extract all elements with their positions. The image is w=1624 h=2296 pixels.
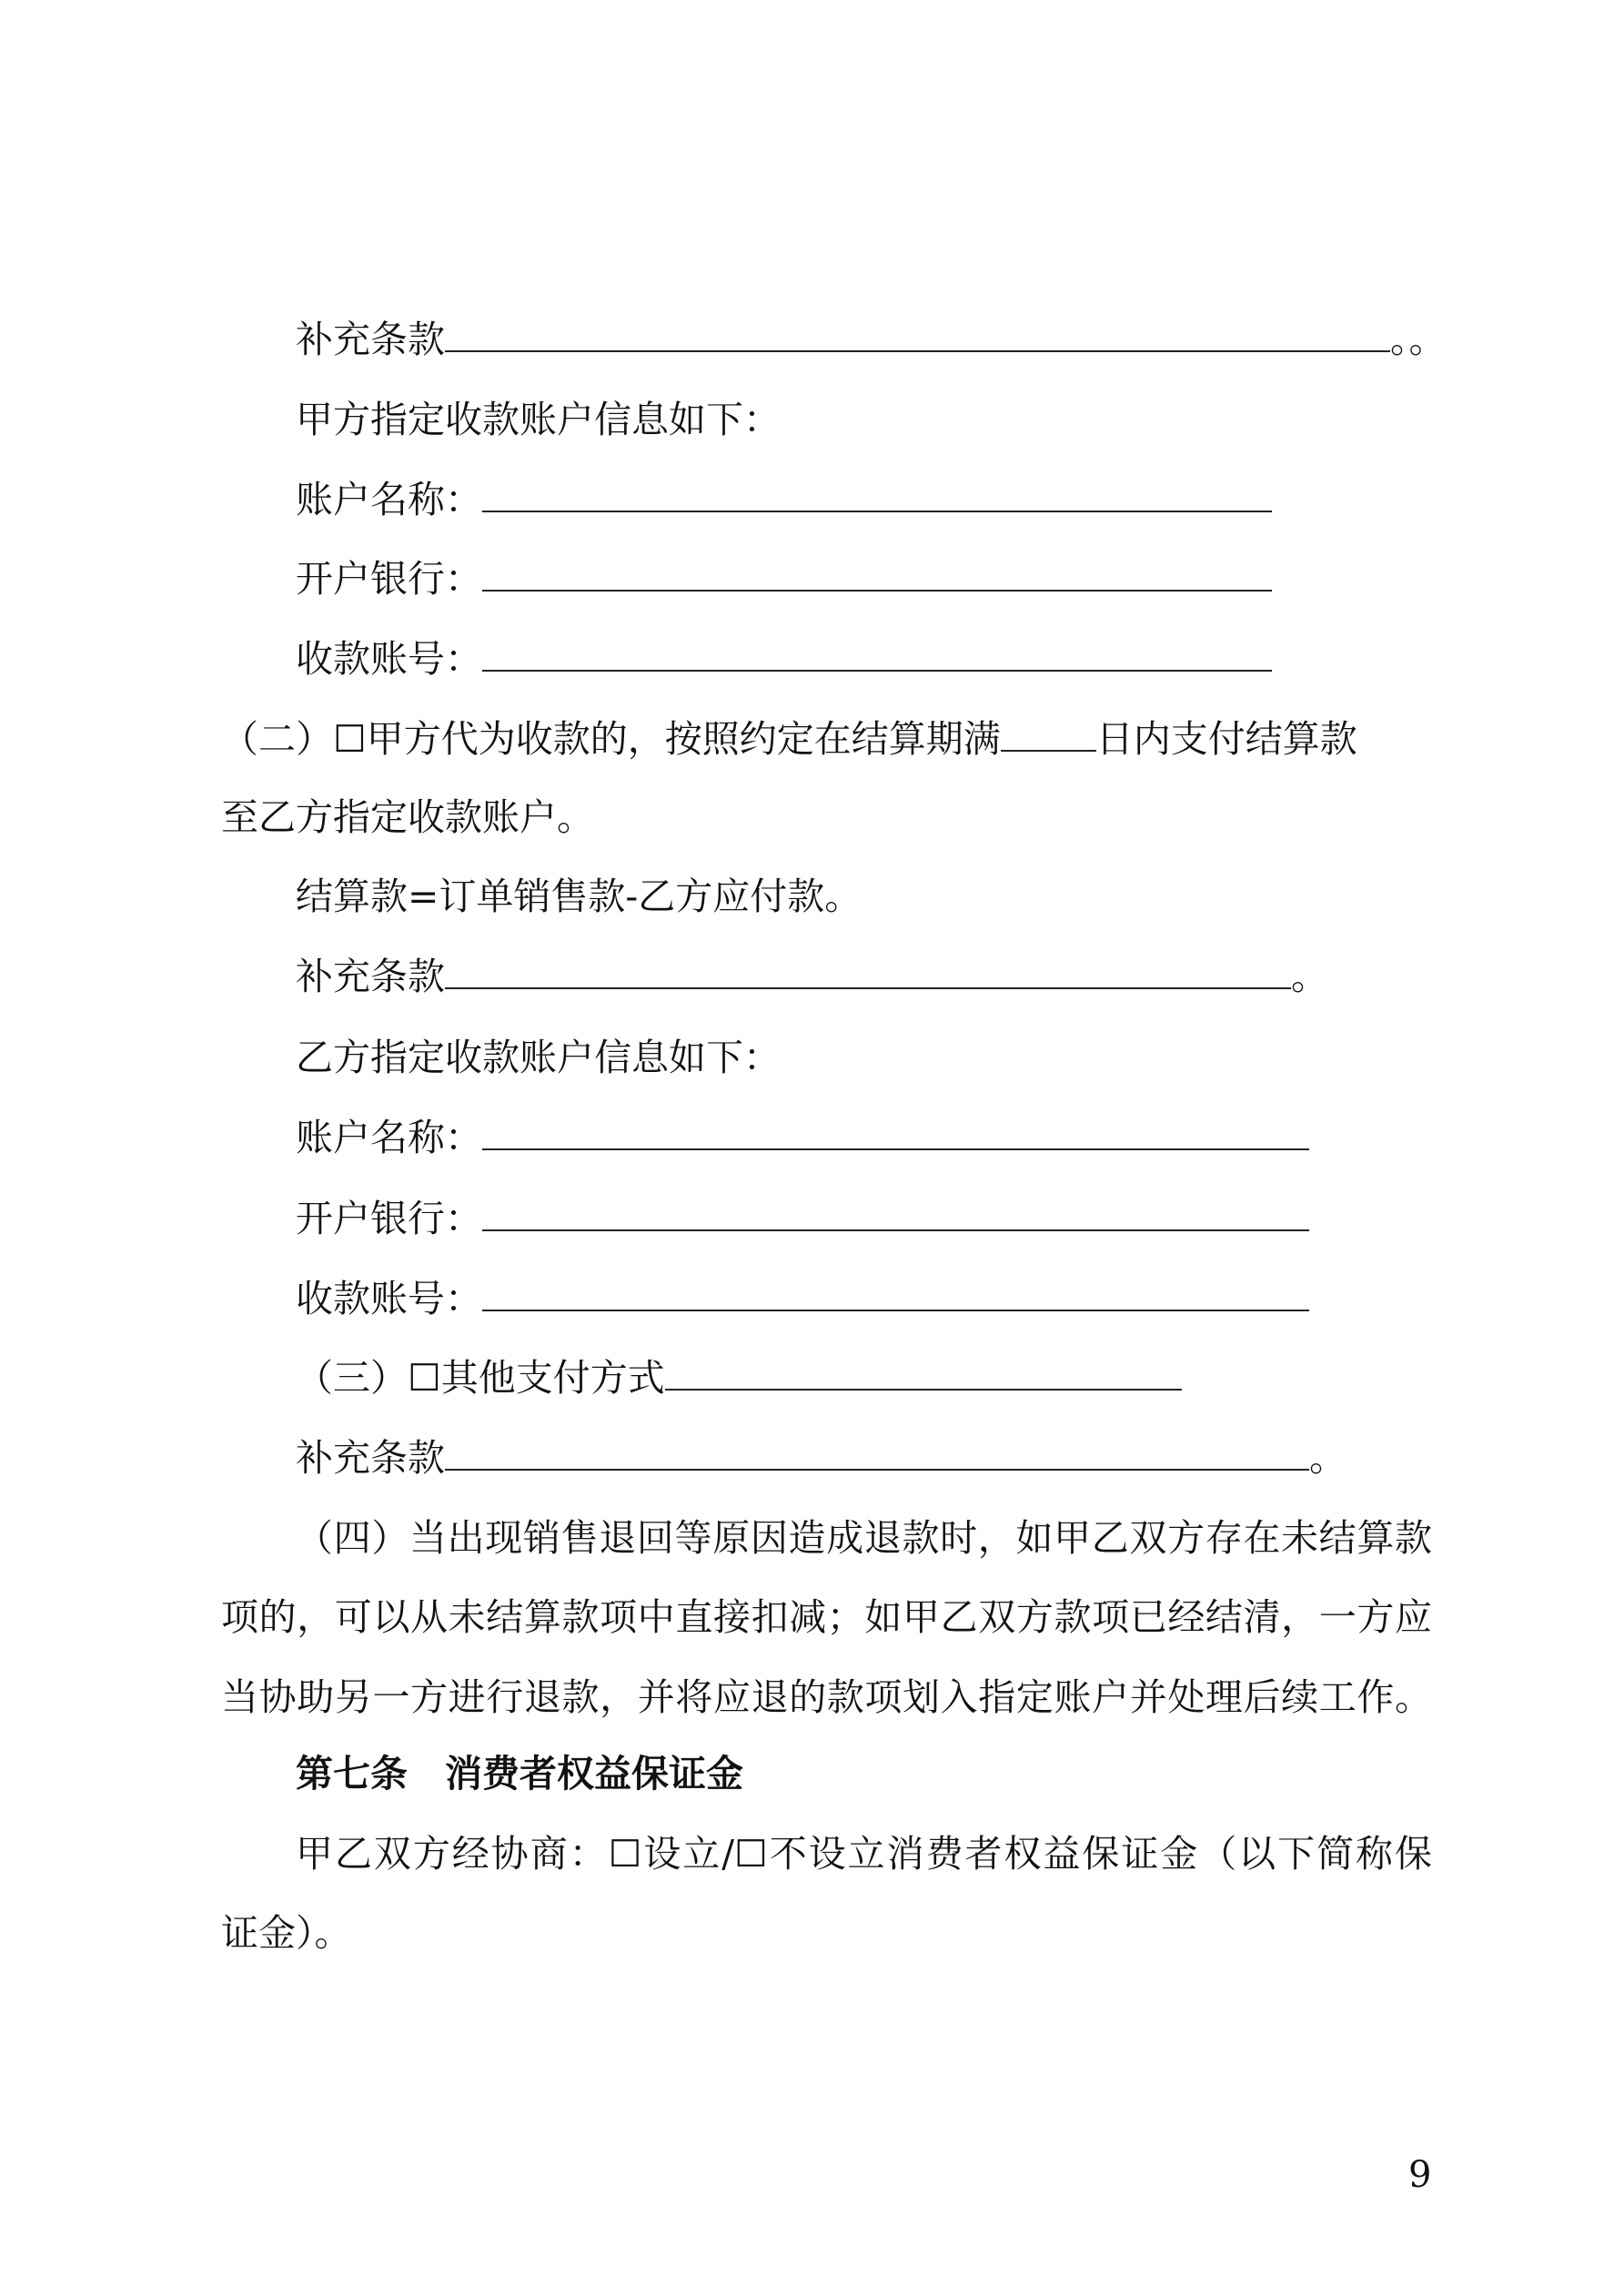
supplementary-clause-3-field[interactable] [445,1432,1309,1471]
yi-account-name [296,1112,1309,1163]
item-3 [296,1352,1182,1403]
label: 开户银行： [296,557,482,601]
jia-account-no [296,633,1272,684]
article-7-title: 第七条 消费者权益保证金 [296,1752,743,1795]
jia-bank-field[interactable] [482,553,1272,592]
label: 收款账号： [296,1277,482,1320]
jia-account-name-field[interactable] [482,474,1272,512]
yi-account-no-field[interactable] [482,1273,1309,1311]
item-4-line-3: 当协助另一方进行退款，并将应退的款项划入指定账户并处理后续工作。 [221,1675,1432,1719]
jia-bank [296,553,1272,604]
supplementary-clause-2 [296,951,1328,1002]
yi-account-name-field[interactable] [482,1112,1309,1150]
other-payment-field[interactable] [665,1352,1182,1391]
article-7-line-1: 甲乙双方经协商：☐设立/☐不设立消费者权益保证金（以下简称保 [296,1832,1432,1876]
punct: 。 [1309,1436,1347,1480]
punct: 。。 [1390,318,1447,361]
yi-bank-field[interactable] [482,1193,1309,1231]
supplementary-clause-1 [296,314,1447,365]
supplementary-clause-2-field[interactable] [445,951,1291,989]
jia-account-no-field[interactable] [482,633,1272,672]
jia-account-header: 甲方指定收款账户信息如下： [296,398,781,441]
item-4-line-1: （四）当出现销售退回等原因造成退款时，如甲乙双方存在未结算款 [296,1516,1432,1560]
yi-account-header: 乙方指定收款账户信息如下： [296,1036,781,1079]
label: 收款账号： [296,637,482,681]
article-7-line-2: 证金）。 [221,1911,352,1955]
yi-account-no [296,1273,1309,1324]
item-2-line-1 [221,713,1357,764]
days-field[interactable] [1001,713,1096,752]
label: 补充条款 [296,955,445,998]
supplementary-clause-3 [296,1432,1347,1483]
yi-bank [296,1193,1309,1244]
jia-account-name [296,474,1272,525]
item-4-line-2: 项的，可以从未结算款项中直接扣减；如甲乙双方款项已经结清，一方应 [221,1595,1432,1639]
label: 补充条款 [296,318,445,361]
label: 开户银行： [296,1197,482,1240]
label: （三）☐其他支付方式 [296,1356,665,1400]
label: 账户名称： [296,478,482,521]
page-number: 9 [1408,2154,1432,2196]
text: 日内支付结算款 [1095,717,1357,761]
item-2-line-2: 至乙方指定收款账户。 [221,795,594,839]
punct: 。 [1291,955,1328,998]
supplementary-clause-1-field[interactable] [445,314,1390,352]
settlement-formula: 结算款=订单销售款-乙方应付款。 [296,875,862,918]
label: 补充条款 [296,1436,445,1480]
text: （二）☐甲方代为收款的，按照约定在结算期满 [221,717,1001,761]
label: 账户名称： [296,1116,482,1159]
